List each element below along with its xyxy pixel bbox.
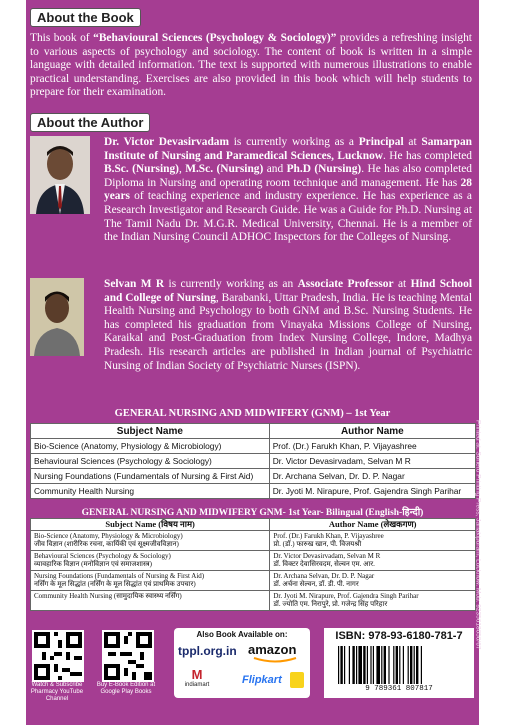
- table-cell: Dr. Archana Selvan, Dr. D. P. Nagar: [269, 469, 475, 484]
- table-cell: Bio-Science (Anatomy, Physiology & Microbiology): [31, 439, 270, 454]
- book-back-cover: [26, 0, 479, 725]
- table-row: [31, 469, 476, 484]
- table-header-row: [31, 424, 476, 439]
- table-cell: Prof. (Dr.) Farukh Khan, P. Vijayashree: [269, 439, 475, 454]
- table-row: [31, 550, 476, 570]
- table-row: [31, 590, 476, 610]
- about-book-heading: About the Book: [30, 8, 141, 27]
- printer-side-text: Printed at: Sonero Printing Press, Janakipuram, Lucknow. Mob: 9235618050/67: [474, 420, 481, 650]
- table-cell: Behavioural Sciences (Psychology & Sociology) व्यावहारिक विज्ञान (मनोविज्ञान एवं समाजशास्त्र): [31, 550, 270, 570]
- table-cell: Nursing Foundations (Fundamentals of Nursing & First Aid) नर्सिंग के मूल सिद्धांत (नर्सिंग के मूल सिद्धांत एवं प्राथमिक उपचार): [31, 570, 270, 590]
- availability-title: Also Book Available on:: [196, 630, 288, 639]
- google-play-qr-caption: Buy E-Book Edition at Google Play Books: [96, 682, 156, 695]
- table-cell: Dr. Victor Devasirvadam, Selvan M R डॉ. विक्टर देवासिरवदम, सेल्वन एम. आर.: [270, 550, 476, 570]
- table-header-cell: Author Name: [269, 424, 475, 439]
- youtube-qr-code[interactable]: [32, 630, 84, 682]
- table-cell: Bio-Science (Anatomy, Physiology & Microbiology) जीव विज्ञान (शारीरिक रचना, कार्यिकी एवं सूक्ष्मजीवविज्ञान): [31, 530, 270, 550]
- table-row: [31, 570, 476, 590]
- table-cell: Community Health Nursing: [31, 484, 270, 499]
- google-play-qr-code[interactable]: [102, 630, 154, 682]
- table-row: [31, 439, 476, 454]
- table-header-cell: Subject Name (विषय नाम): [31, 519, 270, 531]
- isbn-block: [324, 628, 474, 698]
- table-cell: Prof. (Dr.) Farukh Khan, P. Vijayashree प्रो. (डॉ.) फारुख खान, पी. विजयश्री: [270, 530, 476, 550]
- gnm-table-title: GENERAL NURSING AND MIDWIFERY (GNM) – 1st Year: [114, 408, 391, 419]
- youtube-qr-caption: Watch & Subscribe Pharmacy YouTube Channel: [30, 682, 84, 702]
- table-cell: Dr. Jyoti M. Nirapure, Prof. Gajendra Singh Parihar डॉ. ज्योति एम. निरापुरे, प्रो. गजेन्द्र सिंह परिहार: [270, 590, 476, 610]
- table-cell: Dr. Victor Devasirvadam, Selvan M R: [269, 454, 475, 469]
- bilingual-table: [30, 518, 476, 611]
- table-cell: Nursing Foundations (Fundamentals of Nursing & First Aid): [31, 469, 270, 484]
- store-amazon-link[interactable]: amazon: [248, 642, 297, 657]
- table-cell: Dr. Archana Selvan, Dr. D. P. Nagar डॉ. अर्चना सेल्वन, डॉ. डी. पी. नागर: [270, 570, 476, 590]
- table-row: [31, 530, 476, 550]
- table-cell: Behavioural Sciences (Psychology & Sociology): [31, 454, 270, 469]
- amazon-smile-icon: [252, 657, 298, 663]
- author2-photo: [30, 278, 84, 356]
- indiamart-logo-icon: M: [191, 667, 203, 682]
- author2-bio: Selvan M R is currently working as an Associate Professor at Hind School and College of Nursing, Barabanki, Uttar Pradesh, India. He is teaching Mental Health Nursing and Psychology to both GNM and B.Sc. Nursing Students. He has completed his graduation from Vinayaka Missions College of Nursing, Karaikal and Post-Graduation from Index Nursing College, Indore, Madhya Pradesh. His research articles are published in Indian journal of Psychiatric Nursing of Indian Society of Psychiatric Nurses (ISPN).: [104, 278, 473, 372]
- table-header-row: [31, 519, 476, 531]
- author1-photo: [30, 136, 90, 214]
- author1-bio: Dr. Victor Devasirvadam is currently working as a Principal at Samarpan Institute of Nursing and Paramedical Sciences, Lucknow. He has completed B.Sc. (Nursing), M.Sc. (Nursing) and Ph.D (Nursing). He has also completed Diploma in Nursing and operating room technique and management. He has 28 years of teaching experience and industry experience. He has experience as a Research Investigator and Research Guide. He was a Guide for Ph.D. Nursing at The Tamil Nadu Dr. M.G.R. Medical University, Chennai. He is a member of the Indian Nursing Council ADHOC Inspectors for the Colleges of Nursing.: [104, 136, 473, 244]
- flipkart-bag-icon: [290, 672, 304, 688]
- barcode-digits: 9 789361 807817: [365, 685, 433, 693]
- table-row: [31, 484, 476, 499]
- store-tppl-link[interactable]: tppl.org.in: [178, 644, 237, 658]
- about-book-text: This book of “Behavioural Sciences (Psychology & Sociology)” provides a refreshing insight to various aspects of psychology and sociology. The content of book is written in a simple language with detailed information. The text is supported with numerous illustrations to enable practical understanding. Exercises are also provided in this book which will help students to prepare for their examination.: [30, 32, 472, 99]
- table-cell: Dr. Jyoti M. Nirapure, Prof. Gajendra Singh Parihar: [269, 484, 475, 499]
- table-cell: Community Health Nursing (सामुदायिक स्वास्थ्य नर्सिंग): [31, 590, 270, 610]
- about-author-heading: About the Author: [30, 113, 150, 132]
- table-header-cell: Author Name (लेखकगण): [270, 519, 476, 531]
- store-flipkart-link[interactable]: Flipkart: [242, 674, 282, 686]
- barcode: [338, 646, 460, 684]
- table-header-cell: Subject Name: [31, 424, 270, 439]
- bilingual-table-title: GENERAL NURSING AND MIDWIFERY GNM- 1st Year- Bilingual (English-हिन्दी): [81, 508, 424, 518]
- isbn-number: ISBN: 978-93-6180-781-7: [335, 630, 463, 642]
- availability-box: [174, 628, 310, 698]
- table-row: [31, 454, 476, 469]
- gnm-table: [30, 423, 476, 499]
- store-indiamart-link[interactable]: M indiamart: [182, 668, 212, 688]
